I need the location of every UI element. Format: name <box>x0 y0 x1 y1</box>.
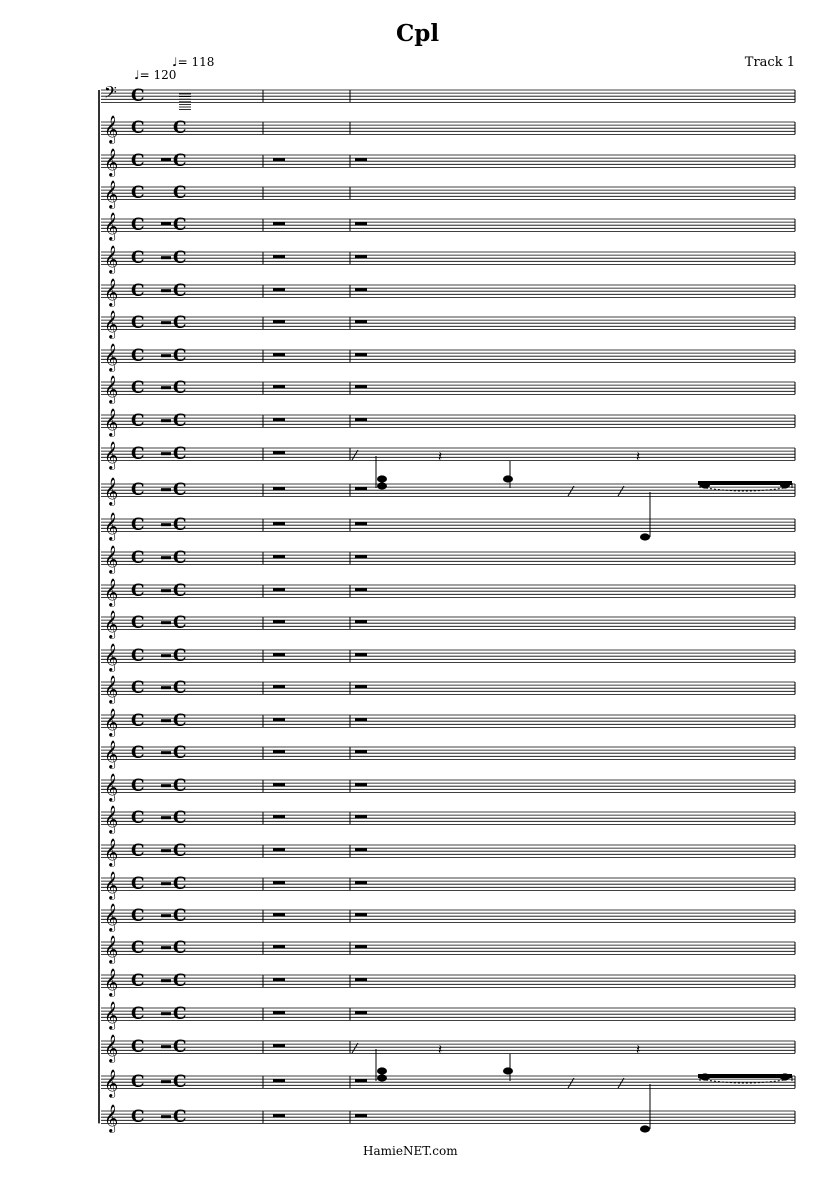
tempo-value: = 120 <box>139 68 177 82</box>
time-signature: C <box>131 776 145 796</box>
whole-rest <box>355 620 367 623</box>
time-signature: C <box>131 248 145 268</box>
quarter-rest-icon: 𝄽 <box>636 449 641 465</box>
time-signature: C <box>173 281 187 301</box>
treble-clef-icon: 𝄞 <box>104 343 119 371</box>
note-head <box>640 1125 650 1132</box>
staff-26 <box>101 903 795 932</box>
whole-rest <box>273 881 285 884</box>
note-head <box>377 1074 387 1081</box>
whole-rest <box>273 255 285 258</box>
whole-rest <box>273 653 285 656</box>
treble-clef-icon: 𝄞 <box>104 1034 119 1062</box>
whole-rest <box>273 945 285 948</box>
whole-rest <box>161 654 171 657</box>
staff-14 <box>101 507 795 541</box>
whole-rest <box>161 784 171 787</box>
treble-clef-icon: 𝄞 <box>104 477 119 505</box>
whole-rest <box>355 815 367 818</box>
whole-rest <box>273 685 285 688</box>
staff-22 <box>101 773 795 802</box>
staff-3 <box>101 148 795 177</box>
time-signature: C <box>131 971 145 991</box>
time-signature: C <box>131 411 145 431</box>
time-signature: C <box>173 678 187 698</box>
quarter-rest-icon: 𝄽 <box>636 1042 641 1058</box>
staff-23 <box>101 805 795 834</box>
whole-rest <box>273 978 285 981</box>
treble-clef-icon: 𝄞 <box>104 871 119 899</box>
whole-rest <box>273 1079 285 1082</box>
staff-28 <box>101 968 795 997</box>
time-signature: C <box>173 874 187 894</box>
quarter-note-icon: ♩ <box>172 55 178 69</box>
whole-rest <box>161 1080 171 1083</box>
whole-rest <box>161 621 171 624</box>
whole-rest <box>273 555 285 558</box>
whole-rest <box>161 882 171 885</box>
time-signature: C <box>131 711 145 731</box>
time-signature: C <box>131 581 145 601</box>
bass-clef-icon: 𝄢 <box>104 82 117 106</box>
whole-rest <box>273 158 285 161</box>
whole-rest <box>355 1011 367 1014</box>
whole-rest <box>161 686 171 689</box>
whole-rest <box>273 783 285 786</box>
whole-rest <box>161 946 171 949</box>
treble-clef-icon: 𝄞 <box>104 708 119 736</box>
treble-clef-icon: 𝄞 <box>104 115 119 143</box>
time-signature: C <box>131 548 145 568</box>
whole-rest <box>161 354 171 357</box>
treble-clef-icon: 𝄞 <box>104 1069 119 1097</box>
staff-13 <box>101 475 795 524</box>
whole-rest <box>161 419 171 422</box>
staff-8 <box>101 310 795 339</box>
note-head <box>700 481 710 488</box>
treble-clef-icon: 𝄞 <box>104 805 119 833</box>
staff-1 <box>101 82 795 110</box>
whole-rest <box>355 945 367 948</box>
staff-27 <box>101 935 795 964</box>
time-signature: C <box>173 906 187 926</box>
time-signature: C <box>173 743 187 763</box>
note-head <box>377 475 387 482</box>
whole-rest <box>273 848 285 851</box>
staff-32 <box>101 1099 795 1133</box>
whole-rest <box>273 288 285 291</box>
whole-rest <box>273 1114 285 1117</box>
whole-rest <box>273 1044 285 1047</box>
time-signature: C <box>131 808 145 828</box>
treble-clef-icon: 𝄞 <box>104 245 119 273</box>
time-signature: C <box>131 151 145 171</box>
staff-6 <box>101 245 795 274</box>
treble-clef-icon: 𝄞 <box>104 935 119 963</box>
treble-clef-icon: 𝄞 <box>104 408 119 436</box>
whole-rest <box>273 320 285 323</box>
whole-rest <box>355 385 367 388</box>
time-signature: C <box>173 151 187 171</box>
treble-clef-icon: 𝄞 <box>104 441 119 469</box>
treble-clef-icon: 𝄞 <box>104 1001 119 1029</box>
whole-rest <box>161 556 171 559</box>
treble-clef-icon: 𝄞 <box>104 968 119 996</box>
note-head <box>503 475 513 482</box>
staff-17 <box>101 610 795 639</box>
whole-rest <box>161 1115 171 1118</box>
treble-clef-icon: 𝄞 <box>104 838 119 866</box>
whole-rest <box>355 913 367 916</box>
whole-rest <box>355 750 367 753</box>
whole-rest <box>355 255 367 258</box>
whole-rest <box>273 222 285 225</box>
quarter-rest-icon: 𝄽 <box>438 449 443 465</box>
whole-rest <box>355 288 367 291</box>
staff-11 <box>101 408 795 437</box>
staff-29 <box>101 1001 795 1030</box>
whole-rest <box>355 685 367 688</box>
whole-rest <box>273 1011 285 1014</box>
staff-20 <box>101 708 795 737</box>
time-signature: C <box>131 1004 145 1024</box>
time-signature: C <box>131 480 145 500</box>
whole-rest <box>161 222 171 225</box>
treble-clef-icon: 𝄞 <box>104 310 119 338</box>
time-signature: C <box>173 346 187 366</box>
whole-rest <box>161 589 171 592</box>
whole-rest <box>355 718 367 721</box>
whole-rest <box>161 256 171 259</box>
whole-rest <box>161 751 171 754</box>
staff-5 <box>101 212 795 241</box>
footer-credit: HamieNET.com <box>363 1144 458 1158</box>
whole-rest <box>273 385 285 388</box>
time-signature: C <box>131 841 145 861</box>
time-signature: C <box>131 743 145 763</box>
staff-18 <box>101 643 795 672</box>
note-head <box>503 1067 513 1074</box>
time-signature: C <box>173 613 187 633</box>
whole-rest <box>355 588 367 591</box>
time-signature: C <box>131 906 145 926</box>
whole-rest <box>273 620 285 623</box>
whole-rest <box>273 750 285 753</box>
whole-rest <box>355 783 367 786</box>
treble-clef-icon: 𝄞 <box>104 1104 119 1132</box>
treble-clef-icon: 𝄞 <box>104 212 119 240</box>
treble-clef-icon: 𝄞 <box>104 643 119 671</box>
score-title: Cpl <box>395 20 440 47</box>
staff-21 <box>101 740 795 769</box>
whole-rest <box>161 158 171 161</box>
half-rest <box>355 487 367 490</box>
whole-rest <box>273 913 285 916</box>
note-head <box>780 1073 790 1080</box>
time-signature: C <box>173 1037 187 1057</box>
treble-clef-icon: 𝄞 <box>104 903 119 931</box>
note-head <box>377 1067 387 1074</box>
time-signature: C <box>131 613 145 633</box>
staff-9 <box>101 343 795 372</box>
time-signature: C <box>173 1072 187 1092</box>
whole-rest <box>161 452 171 455</box>
treble-clef-icon: 𝄞 <box>104 180 119 208</box>
time-signature: C <box>131 346 145 366</box>
time-signature: C <box>131 313 145 333</box>
treble-clef-icon: 𝄞 <box>104 278 119 306</box>
time-signature: C <box>173 313 187 333</box>
treble-clef-icon: 𝄞 <box>104 512 119 540</box>
tempo-value: = 118 <box>177 55 215 69</box>
staff-10 <box>101 375 795 404</box>
time-signature: C <box>131 874 145 894</box>
whole-rest <box>355 848 367 851</box>
quarter-note-icon: ♩ <box>134 68 140 82</box>
whole-rest <box>161 386 171 389</box>
whole-rest <box>273 588 285 591</box>
time-signature: C <box>131 678 145 698</box>
whole-rest <box>273 522 285 525</box>
staff-2 <box>101 115 795 144</box>
treble-clef-icon: 𝄞 <box>104 740 119 768</box>
whole-rest <box>273 353 285 356</box>
time-signature: C <box>173 548 187 568</box>
time-signature: C <box>131 1037 145 1057</box>
whole-rest <box>355 222 367 225</box>
note-head <box>640 533 650 540</box>
quarter-rest-icon: 𝄽 <box>438 1042 443 1058</box>
whole-rest <box>161 1012 171 1015</box>
time-signature: C <box>131 646 145 666</box>
time-signature: C <box>131 938 145 958</box>
whole-rest <box>273 418 285 421</box>
staff-16 <box>101 578 795 607</box>
staff-7 <box>101 278 795 307</box>
whole-rest <box>355 881 367 884</box>
whole-rest <box>355 522 367 525</box>
whole-rest <box>355 555 367 558</box>
time-signature: C <box>173 841 187 861</box>
staff-12 <box>101 441 795 488</box>
time-signature: C <box>173 444 187 464</box>
time-signature: C <box>173 711 187 731</box>
time-signature: C <box>173 248 187 268</box>
treble-clef-icon: 𝄞 <box>104 578 119 606</box>
time-signature: C <box>173 118 187 138</box>
staff-4 <box>101 180 795 209</box>
treble-clef-icon: 𝄞 <box>104 773 119 801</box>
treble-clef-icon: 𝄞 <box>104 610 119 638</box>
time-signature: C <box>173 411 187 431</box>
staff-31 <box>101 1067 795 1116</box>
time-signature: C <box>131 1107 145 1127</box>
time-signature: C <box>173 808 187 828</box>
time-signature: C <box>131 281 145 301</box>
time-signature: C <box>131 86 145 106</box>
staff-24 <box>101 838 795 867</box>
whole-rest <box>355 978 367 981</box>
whole-rest <box>161 719 171 722</box>
note-head <box>780 481 790 488</box>
time-signature: C <box>173 971 187 991</box>
time-signature: C <box>131 215 145 235</box>
time-signature: C <box>173 581 187 601</box>
whole-rest <box>161 289 171 292</box>
whole-rest <box>273 487 285 490</box>
whole-rest <box>161 816 171 819</box>
treble-clef-icon: 𝄞 <box>104 375 119 403</box>
time-signature: C <box>173 1004 187 1024</box>
whole-rest <box>161 523 171 526</box>
whole-rest <box>161 979 171 982</box>
time-signature: C <box>173 646 187 666</box>
whole-rest <box>273 451 285 454</box>
note-head <box>700 1073 710 1080</box>
time-signature: C <box>173 215 187 235</box>
whole-rest <box>355 158 367 161</box>
whole-rest <box>355 353 367 356</box>
time-signature: C <box>173 776 187 796</box>
whole-rest <box>161 321 171 324</box>
staff-15 <box>101 545 795 574</box>
whole-rest <box>355 1114 367 1117</box>
note-head <box>377 482 387 489</box>
time-signature: C <box>173 378 187 398</box>
whole-rest <box>161 488 171 491</box>
time-signature: C <box>173 183 187 203</box>
track-label: Track 1 <box>744 55 795 70</box>
whole-rest <box>161 849 171 852</box>
whole-rest <box>273 718 285 721</box>
half-rest <box>355 1079 367 1082</box>
time-signature: C <box>131 444 145 464</box>
treble-clef-icon: 𝄞 <box>104 148 119 176</box>
time-signature: C <box>131 515 145 535</box>
whole-rest <box>161 914 171 917</box>
whole-rest <box>355 320 367 323</box>
time-signature: C <box>173 480 187 500</box>
whole-rest <box>355 418 367 421</box>
time-signature: C <box>173 515 187 535</box>
time-signature: C <box>131 183 145 203</box>
whole-rest <box>355 653 367 656</box>
staff-30 <box>101 1034 795 1081</box>
treble-clef-icon: 𝄞 <box>104 545 119 573</box>
time-signature: C <box>131 1072 145 1092</box>
staff-25 <box>101 871 795 900</box>
whole-rest <box>273 815 285 818</box>
time-signature: C <box>131 378 145 398</box>
staff-19 <box>101 675 795 704</box>
time-signature: C <box>173 938 187 958</box>
treble-clef-icon: 𝄞 <box>104 675 119 703</box>
time-signature: C <box>131 118 145 138</box>
whole-rest <box>161 1045 171 1048</box>
time-signature: C <box>173 1107 187 1127</box>
